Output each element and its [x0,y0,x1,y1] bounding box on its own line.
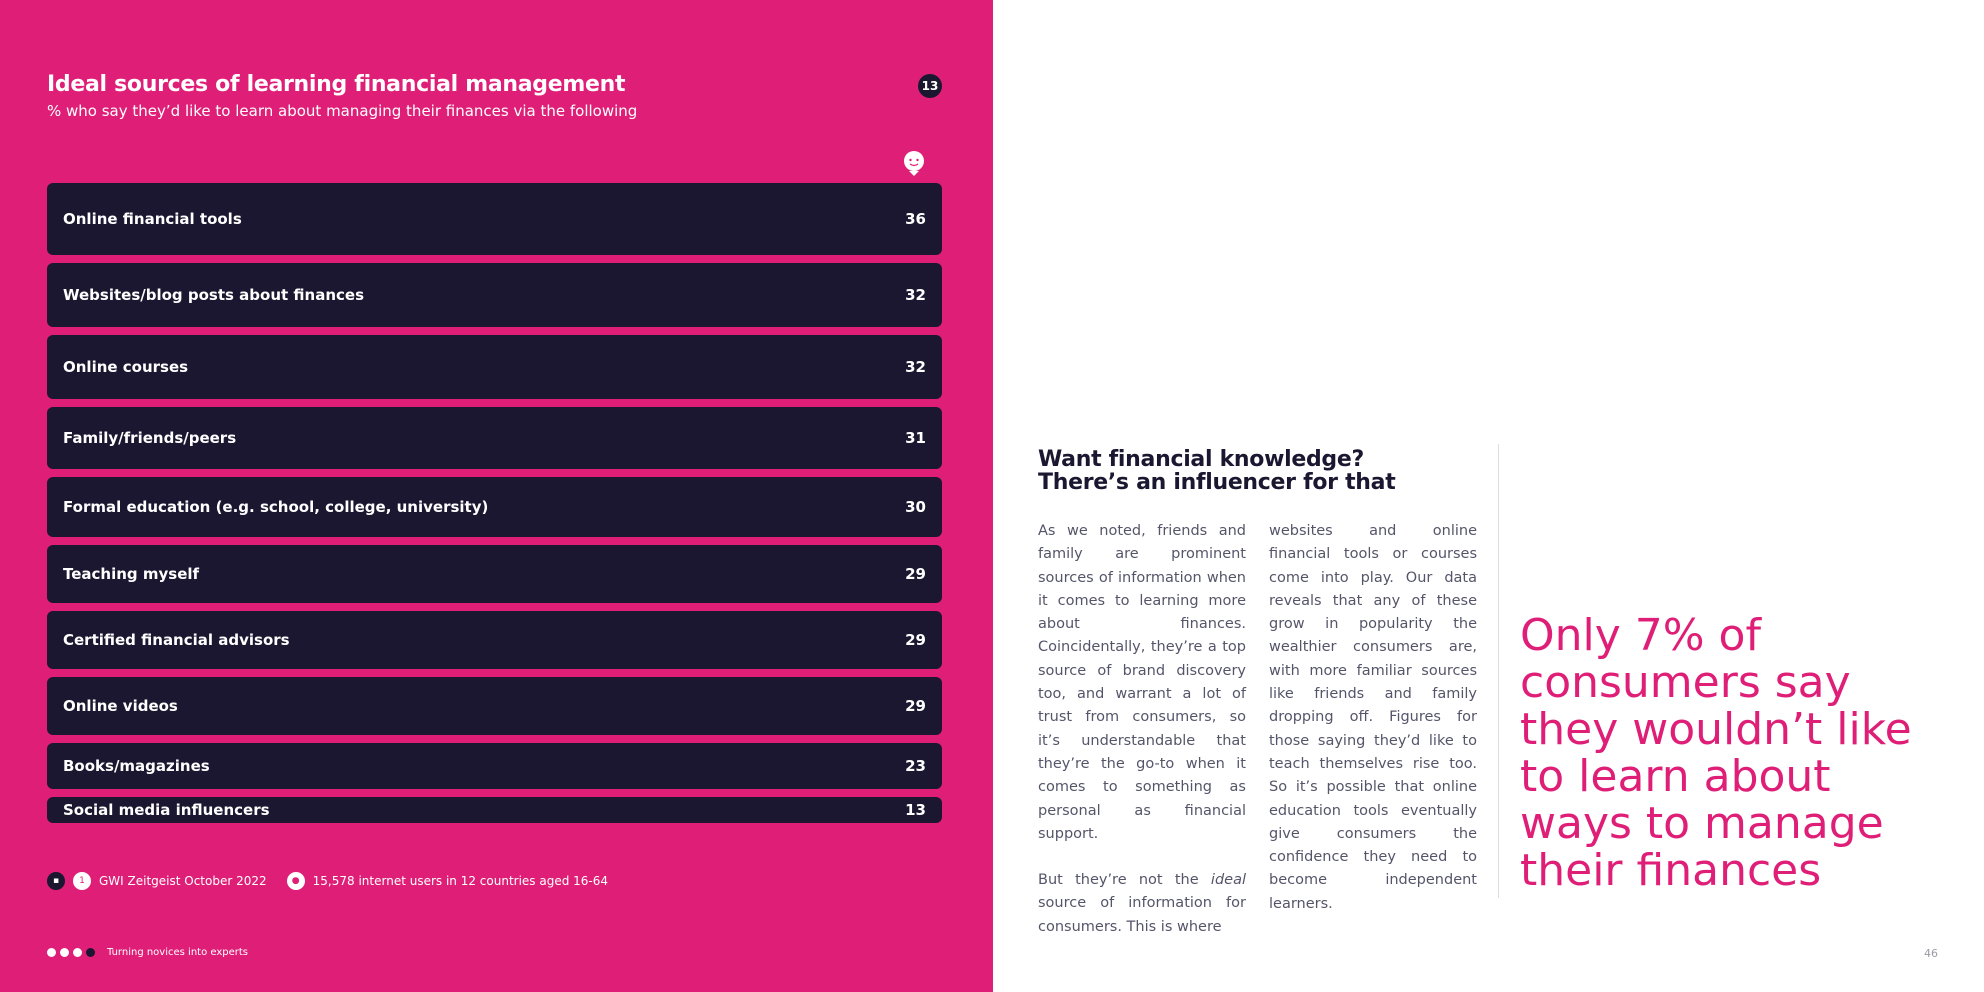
bar-value: 30 [905,498,926,516]
base-text: 15,578 internet users in 12 countries aged 16-64 [312,874,609,888]
section-nav [47,947,248,958]
bar-value: 29 [905,565,926,583]
pull-quote: Only 7% of consumers say they wouldn’t like to learn about ways to manage their finances [1520,610,1912,896]
article-title-line1: Want financial knowledge? [1038,447,1364,472]
page-number: 46 [1924,947,1938,960]
chart-title: Ideal sources of learning financial management [47,72,626,97]
nav-dot[interactable] [47,948,56,957]
bar-row [47,477,942,537]
calendar-icon: 1 [73,872,91,890]
data-icon: ▪ [47,872,65,890]
bar-label: Online courses [63,358,189,376]
bar-value: 29 [905,631,926,649]
audience-icon: ● [287,872,305,890]
paragraph: But they’re not the ideal source of information for consumers. This is where [1038,872,1246,935]
bar-value: 23 [905,757,926,775]
bar-row [47,545,942,603]
bar-value: 36 [905,210,926,228]
bar-label: Websites/blog posts about finances [63,286,365,304]
article-title-line2: There’s an influencer for that [1038,470,1396,495]
paragraph: websites and online financial tools or courses come into play. Our data reveals that any of these grow in popularity the wealthier consumers are, with more familiar sources like friends and family dropping off. Figures for those saying they’d like to teach themselves rise too. So it’s possible that online education tools eventually give consumers the confidence they need to become independent learners. [1269,523,1477,912]
article-title [1038,448,1395,494]
bar-row [47,183,942,255]
chart-footer [47,872,628,890]
bar-label: Social media influencers [63,801,270,819]
bar-row [47,335,942,399]
bar-row [47,611,942,669]
bar-value: 13 [905,801,926,819]
bar-row [47,797,942,823]
nav-dot[interactable] [73,948,82,957]
bar-value: 31 [905,429,926,447]
person-icon [902,150,926,176]
bar-label: Online financial tools [63,210,242,228]
nav-dot[interactable] [60,948,69,957]
column-divider [1498,444,1499,898]
chart-subtitle: % who say they’d like to learn about managing their finances via the following [47,102,638,120]
source-text: GWI Zeitgeist October 2022 [99,874,267,888]
bar-row [47,677,942,735]
article-column-1 [1038,520,1246,962]
bar-row [47,407,942,469]
bar-row [47,263,942,327]
bar-value: 32 [905,358,926,376]
paragraph: As we noted, friends and family are prominent sources of information when it comes to learning more about finances. Coincidentally, they’re a top source of brand discovery too, and warrant a lot of trust from consumers, so it’s understandable that they’re the go-to when it comes to something as personal as financial support. [1038,523,1246,842]
section-label: Turning novices into experts [107,947,249,958]
nav-dot-active[interactable] [86,948,95,957]
chart-number-badge: 13 [918,74,942,98]
bar-value: 32 [905,286,926,304]
bar-value: 29 [905,697,926,715]
bar-label: Certified financial advisors [63,631,290,649]
bar-label: Family/friends/peers [63,429,237,447]
bar-label: Teaching myself [63,565,200,583]
article-column-2 [1269,520,1477,939]
bar-label: Books/magazines [63,757,210,775]
bar-row [47,743,942,789]
bar-label: Online videos [63,697,178,715]
bar-label: Formal education (e.g. school, college, university) [63,498,489,516]
